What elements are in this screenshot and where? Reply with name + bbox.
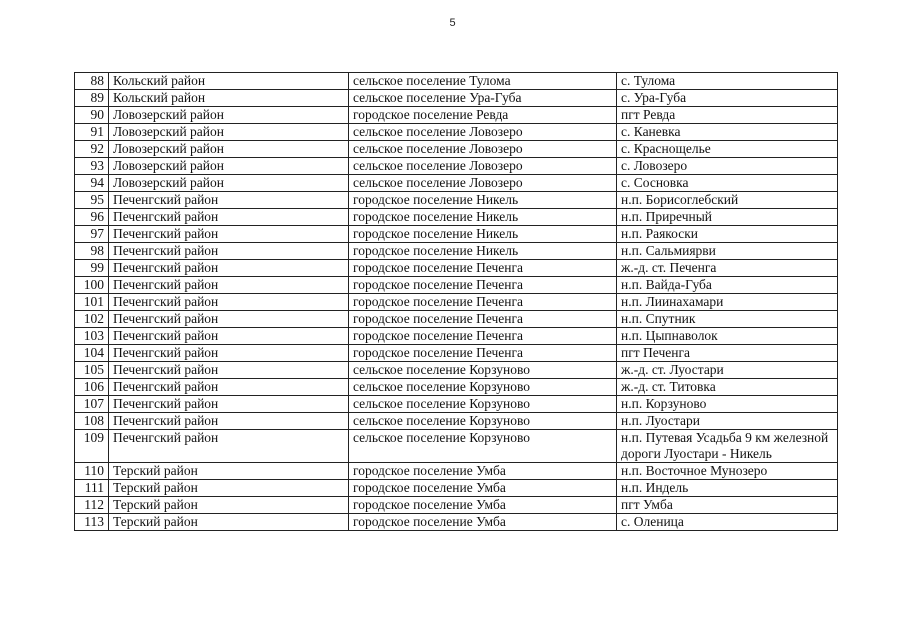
district-cell: Терский район	[109, 463, 349, 480]
district-cell: Печенгский район	[109, 192, 349, 209]
locality-cell: с. Оленица	[617, 514, 838, 531]
settlements-table-body	[75, 73, 838, 531]
district-cell: Печенгский район	[109, 362, 349, 379]
row-number-cell: 94	[75, 175, 109, 192]
locality-cell: н.п. Восточное Мунозеро	[617, 463, 838, 480]
settlement-cell: сельское поселение Корзуново	[349, 413, 617, 430]
row-number-cell: 91	[75, 124, 109, 141]
settlement-cell: сельское поселение Тулома	[349, 73, 617, 90]
settlement-cell: городское поселение Умба	[349, 497, 617, 514]
row-number-cell: 107	[75, 396, 109, 413]
settlement-cell: сельское поселение Корзуново	[349, 379, 617, 396]
row-number-cell: 96	[75, 209, 109, 226]
table-row	[75, 192, 838, 209]
district-cell: Печенгский район	[109, 328, 349, 345]
row-number-cell: 93	[75, 158, 109, 175]
table-row	[75, 124, 838, 141]
locality-cell: н.п. Вайда-Губа	[617, 277, 838, 294]
locality-cell: с. Каневка	[617, 124, 838, 141]
table-row	[75, 226, 838, 243]
row-number-cell: 99	[75, 260, 109, 277]
district-cell: Кольский район	[109, 90, 349, 107]
locality-cell: пгт Ревда	[617, 107, 838, 124]
locality-cell: н.п. Спутник	[617, 311, 838, 328]
settlement-cell: городское поселение Печенга	[349, 277, 617, 294]
settlement-cell: городское поселение Никель	[349, 209, 617, 226]
table-row	[75, 514, 838, 531]
table-row	[75, 497, 838, 514]
locality-cell: пгт Умба	[617, 497, 838, 514]
settlement-cell: городское поселение Никель	[349, 192, 617, 209]
table-row	[75, 260, 838, 277]
settlement-cell: городское поселение Печенга	[349, 345, 617, 362]
locality-cell: пгт Печенга	[617, 345, 838, 362]
district-cell: Ловозерский район	[109, 107, 349, 124]
table-row	[75, 463, 838, 480]
table-row	[75, 311, 838, 328]
locality-cell: ж.-д. ст. Луостари	[617, 362, 838, 379]
locality-cell: н.п. Луостари	[617, 413, 838, 430]
settlement-cell: сельское поселение Корзуново	[349, 430, 617, 463]
table-row	[75, 413, 838, 430]
table-row	[75, 209, 838, 226]
locality-cell: н.п. Индель	[617, 480, 838, 497]
settlement-cell: городское поселение Никель	[349, 226, 617, 243]
settlement-cell: городское поселение Умба	[349, 463, 617, 480]
locality-cell: ж.-д. ст. Титовка	[617, 379, 838, 396]
row-number-cell: 89	[75, 90, 109, 107]
row-number-cell: 108	[75, 413, 109, 430]
row-number-cell: 103	[75, 328, 109, 345]
row-number-cell: 106	[75, 379, 109, 396]
settlement-cell: городское поселение Умба	[349, 480, 617, 497]
settlement-cell: городское поселение Ревда	[349, 107, 617, 124]
settlement-cell: сельское поселение Ловозеро	[349, 124, 617, 141]
row-number-cell: 88	[75, 73, 109, 90]
table-row	[75, 430, 838, 463]
locality-cell: н.п. Борисоглебский	[617, 192, 838, 209]
table-row	[75, 480, 838, 497]
table-row	[75, 90, 838, 107]
table-row	[75, 345, 838, 362]
settlement-cell: городское поселение Умба	[349, 514, 617, 531]
row-number-cell: 102	[75, 311, 109, 328]
district-cell: Печенгский район	[109, 209, 349, 226]
settlement-cell: сельское поселение Ловозеро	[349, 141, 617, 158]
table-row	[75, 294, 838, 311]
district-cell: Печенгский район	[109, 226, 349, 243]
district-cell: Терский район	[109, 497, 349, 514]
district-cell: Ловозерский район	[109, 175, 349, 192]
district-cell: Терский район	[109, 480, 349, 497]
settlement-cell: сельское поселение Ловозеро	[349, 158, 617, 175]
locality-cell: с. Тулома	[617, 73, 838, 90]
district-cell: Печенгский район	[109, 379, 349, 396]
row-number-cell: 104	[75, 345, 109, 362]
locality-cell: н.п. Сальмиярви	[617, 243, 838, 260]
table-row	[75, 277, 838, 294]
settlements-table	[74, 72, 838, 531]
table-row	[75, 362, 838, 379]
locality-cell: н.п. Приречный	[617, 209, 838, 226]
locality-cell: с. Ловозеро	[617, 158, 838, 175]
settlement-cell: городское поселение Печенга	[349, 294, 617, 311]
locality-cell: с. Краснощелье	[617, 141, 838, 158]
row-number-cell: 98	[75, 243, 109, 260]
locality-cell: ж.-д. ст. Печенга	[617, 260, 838, 277]
district-cell: Печенгский район	[109, 260, 349, 277]
table-row	[75, 141, 838, 158]
row-number-cell: 100	[75, 277, 109, 294]
row-number-cell: 95	[75, 192, 109, 209]
table-row	[75, 243, 838, 260]
locality-cell: н.п. Путевая Усадьба 9 км железной дороги Луостари - Никель	[617, 430, 838, 463]
row-number-cell: 90	[75, 107, 109, 124]
settlement-cell: городское поселение Печенга	[349, 260, 617, 277]
row-number-cell: 105	[75, 362, 109, 379]
settlement-cell: сельское поселение Ура-Губа	[349, 90, 617, 107]
page-number: 5	[449, 17, 456, 29]
row-number-cell: 109	[75, 430, 109, 463]
table-row	[75, 73, 838, 90]
row-number-cell: 101	[75, 294, 109, 311]
district-cell: Ловозерский район	[109, 141, 349, 158]
district-cell: Печенгский район	[109, 396, 349, 413]
locality-cell: н.п. Корзуново	[617, 396, 838, 413]
table-row	[75, 175, 838, 192]
district-cell: Печенгский район	[109, 430, 349, 463]
settlement-cell: городское поселение Никель	[349, 243, 617, 260]
table-row	[75, 328, 838, 345]
row-number-cell: 92	[75, 141, 109, 158]
district-cell: Ловозерский район	[109, 158, 349, 175]
settlement-cell: городское поселение Печенга	[349, 328, 617, 345]
district-cell: Терский район	[109, 514, 349, 531]
row-number-cell: 112	[75, 497, 109, 514]
settlement-cell: сельское поселение Корзуново	[349, 362, 617, 379]
district-cell: Печенгский район	[109, 243, 349, 260]
table-row	[75, 379, 838, 396]
locality-cell: н.п. Раякоски	[617, 226, 838, 243]
settlement-cell: городское поселение Печенга	[349, 311, 617, 328]
locality-cell: с. Ура-Губа	[617, 90, 838, 107]
locality-cell: н.п. Лиинахамари	[617, 294, 838, 311]
district-cell: Печенгский район	[109, 345, 349, 362]
district-cell: Печенгский район	[109, 294, 349, 311]
district-cell: Ловозерский район	[109, 124, 349, 141]
table-row	[75, 107, 838, 124]
row-number-cell: 97	[75, 226, 109, 243]
row-number-cell: 113	[75, 514, 109, 531]
locality-cell: с. Сосновка	[617, 175, 838, 192]
row-number-cell: 111	[75, 480, 109, 497]
settlement-cell: сельское поселение Ловозеро	[349, 175, 617, 192]
row-number-cell: 110	[75, 463, 109, 480]
settlement-cell: сельское поселение Корзуново	[349, 396, 617, 413]
table-row	[75, 396, 838, 413]
district-cell: Печенгский район	[109, 413, 349, 430]
district-cell: Кольский район	[109, 73, 349, 90]
table-row	[75, 158, 838, 175]
district-cell: Печенгский район	[109, 277, 349, 294]
district-cell: Печенгский район	[109, 311, 349, 328]
locality-cell: н.п. Цыпнаволок	[617, 328, 838, 345]
